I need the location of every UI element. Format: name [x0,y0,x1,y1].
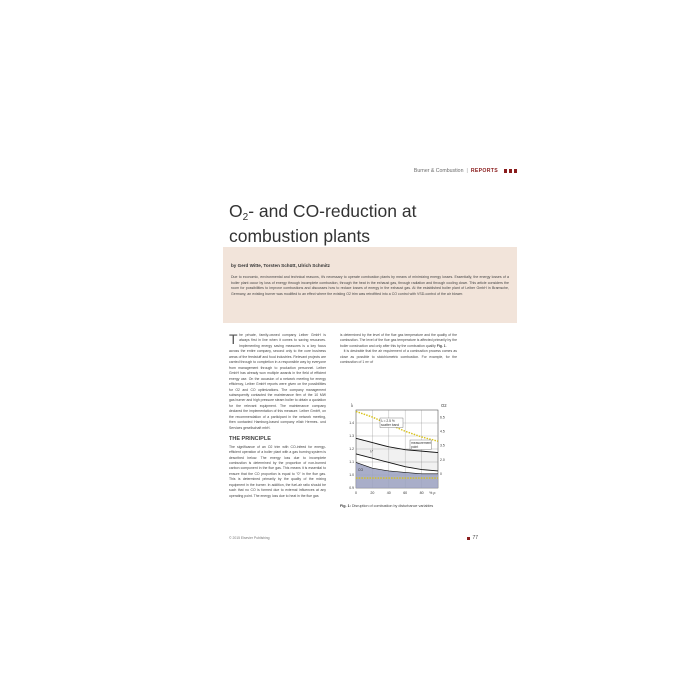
page-number: 77 [472,535,478,541]
x-tick-label: 20 [370,491,375,495]
y-right-tick-label: 2.0 [440,457,445,462]
caption-text: Disruption of combustion by disturbance variables [351,504,434,508]
figure-caption [340,504,462,509]
caption-label: Fig. 1: [340,504,351,508]
y-right-tick-label: 4.5 [440,429,445,434]
category-label: REPORTS [470,168,498,174]
x-tick-label: 40 [386,491,391,495]
scatter-band-label: scatter band [381,423,400,427]
y-left-tick-label: 1.1 [349,460,354,465]
y-right-tick-label: 3.5 [440,443,445,448]
principle-paragraph: The significance of an O2 trim with CO-infeed for energy-efficient operation of a boiler plant with a gas burning system is described below. The energy loss due to incomplete combustion is determined by the proportion of non-burned carbon component in the flue gas. This means it is essential to ensure that the CO proportion is equal to "0" in the flue gas. This is determined primarily by the quality of the mixing equipment in the burner. In addition, the fuel-air ratio should be such that no CO is formed due to external influences at any operating point. The energy loss due to heat in the flue gas [229,444,326,498]
y-left-tick-label: 0.9 [349,486,354,491]
intro-paragraph: he private, family-owned company Leiber GmbH is always first in line when it comes to saving resources. Implementing energy saving measures is a key focus across the entire company, second only to the core business areas of the feedstuff and food industries. Relevant projects are carried through to completion in a responsible way by everyone from management through to production personnel. Leiber GmbH has already won multiple awards in the field of efficient energy use. On the occasion of a network meeting for energy efficiency, Leiber GmbH reports were given on the possibilities for O2 and CO optimizations. The company management subsequently contacted the maintenance firm of the 10 MW gas burner and high pressure steam boiler to obtain a quotation for the relevant equipment. The maintenance company declared the implementation of this measure. Leiber GmbH, on the recommendation of a participant in the network meeting, then contacted Hamburg-based company ellab Hermes- und Services gesellschaft mbH. [229,333,326,430]
figure-1 [340,398,458,508]
x-tick-label: 80 [419,491,424,495]
authors: by Gerd Witte, Torsten Schütt, Ulrich Schmitz [231,263,330,268]
y-left-tick-label: 1.2 [349,447,354,452]
abstract-text: Due to economic, environmental and technical reasons, it's necessary to operate combustion plants by means of minimizing energy losses. Essentially, the energy losses of a boiler plant occur by loss of energy through incomplete combustion, through the heat in the exhaust gas, through radiation and through cooling down. This article considers the room for possibilities to improve combustions and discusses how to reduce losses of energy in the exhaust gas. At the established boiler plant of Leiber GmbH in Bramsche, Germany, an existing burner was modified to an effect where the existing O2 trim was retrofitted into a CO control with VSD-control of the air blower. [231,275,509,296]
footer-copyright: © 2015 Elsevier Publishing [229,536,270,540]
y-left-tick-label: 1.0 [349,473,354,478]
measurement-point-label: measurement [411,441,432,445]
drop-cap: T [229,331,238,347]
abstract-box [223,247,517,323]
page-header [414,168,517,174]
x-unit-label: % ρ [429,491,436,495]
lambda-label: λ* [370,449,374,454]
scatter-band-label: λ = 2.5 % [381,419,395,423]
header-separator: | [466,168,468,174]
measurement-point-label: point [411,445,419,449]
x-tick-label: 0 [355,491,357,495]
section-label: Burner & Combustion [413,168,464,174]
y-right-tick-label: 0 [440,472,442,477]
combustion-chart [340,398,458,506]
y-right-axis-title: O2 [441,403,447,408]
page-square-icon [467,537,470,540]
article-title: $O_2-$ and CO-reduction at combustion plants [229,201,417,246]
report-page [185,140,517,560]
x-tick-label: 60 [403,491,408,495]
footer-page [467,535,478,541]
column-right: is determined by the level of the flue gas temperature and the quality of the combustion. The level of the flue gas temperature is affected primarily by the boiler construction and only after this by the combustion quality Fig. 1. It is desirable that the air requirement of a combustion process comes as close as possible to stoichiometric combustion. For example, for the combustion of 1 m³ of [340,333,457,365]
header-squares-icon [502,169,517,173]
paragraph-1: is determined by the level of the flue gas temperature and the quality of the combustion. The level of the flue gas temperature is affected primarily by the boiler construction and only after this by the combustion quality [340,333,457,348]
co-label: CO [358,467,364,472]
section-heading: THE PRINCIPLE [229,436,271,443]
figure-reference: Fig. 1 [436,343,446,348]
column-left [229,333,326,499]
y-left-tick-label: 1.3 [349,434,354,439]
y-left-axis-title: λ [350,403,353,408]
paragraph-2: It is desirable that the air requirement of a combustion process comes as close as possible to stoichiometric combustion. For example, for the combustion of 1 m³ of [340,349,457,365]
y-left-tick-label: 1.4 [349,421,354,426]
y-right-tick-label: 6.5 [440,415,445,420]
